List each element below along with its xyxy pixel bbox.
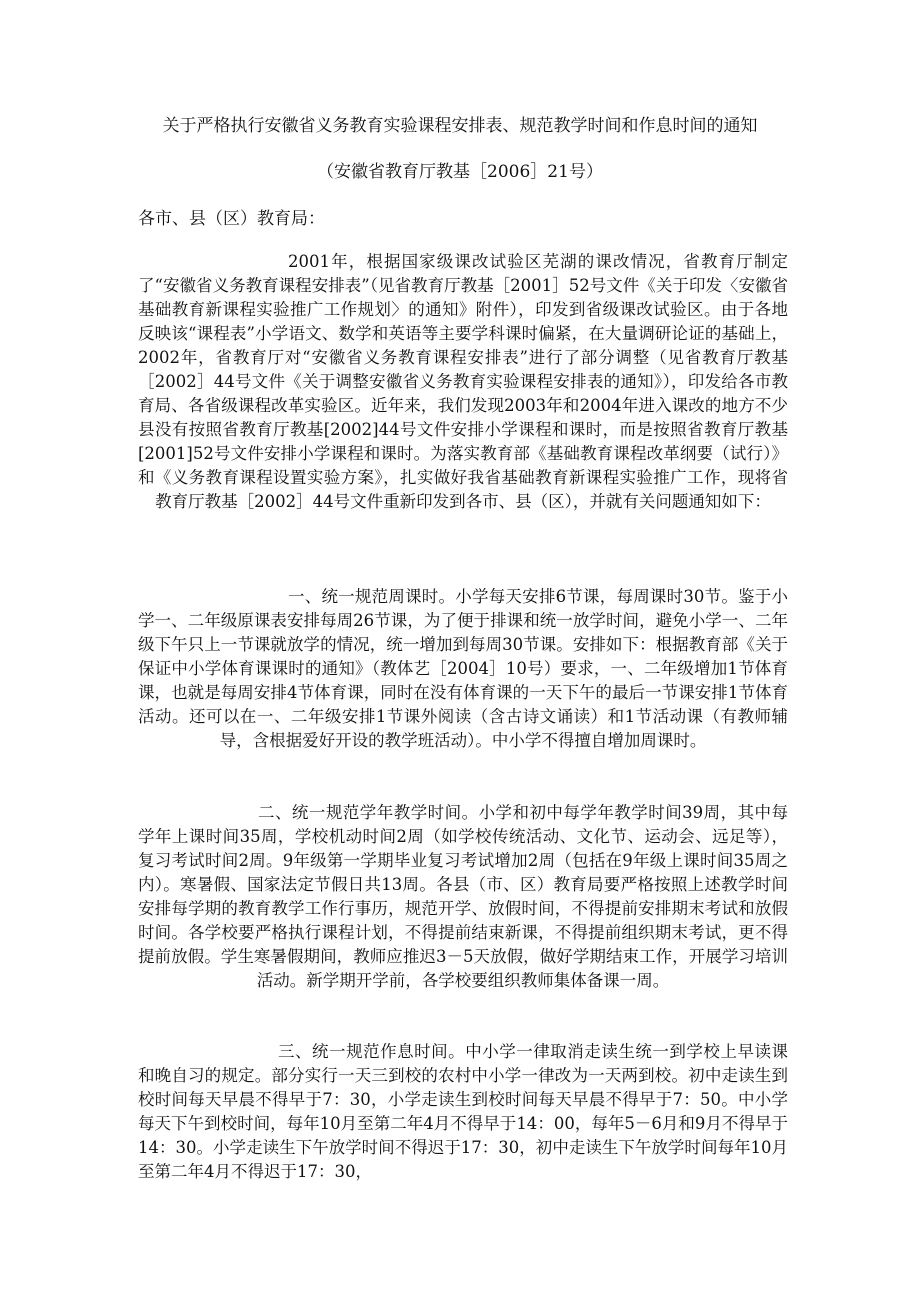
section-two-paragraph: 二、统一规范学年教学时间。小学和初中每学年教学时间39周，其中每学年上课时间35周，学校机动时间2周（如学校传统活动、文化节、运动会、远足等），复习考试时间2周。9年级第一学期毕业复习考试增加2周（包括在9年级上课时间35周之内）。寒暑假、国家法定节假日共13周。各县（市、区）教育局要严格按照上述教学时间安排每学期的教育教学工作行事历，规范开学、放假时间，不得提前安排期末考试和放假时间。各学校要严格执行课程计划，不得提前结束新课，不得提前组织期末考试，更不得提前放假。学生寒暑假期间，教师应推迟3－5天放假，做好学期结束工作，开展学习培训活动。新学期开学前，各学校要组织教师集体备课一周。 [138,803,788,990]
intro-paragraph: 2001年，根据国家级课改试验区芜湖的课改情况，省教育厅制定了“安徽省义务教育课程安排表”（见省教育厅教基［2001］52号文件《关于印发〈安徽省基础教育新课程实验推广工作规划〉的通知》附件），印发到省级课改试验区。由于各地反映该“课程表”小学语文、数学和英语等主要学科课时偏紧，在大量调研论证的基础上，2002年，省教育厅对“安徽省义务教育课程安排表”进行了部分调整（见省教育厅教基［2002］44号文件《关于调整安徽省义务教育实验课程安排表的通知》），印发给各市教育局、各省级课程改革实验区。近年来，我们发现2003年和2004年进入课改的地方不少县没有按照省教育厅教基[2002]44号文件安排小学课程和课时，而是按照省教育厅教基[2001]52号文件安排小学课程和课时。为落实教育部《基础教育课程改革纲要（试行）》和《义务教育课程设置实验方案》，扎实做好我省基础教育新课程实验推广工作，现将省教育厅教基［2002］44号文件重新印发到各市、县（区），并就有关问题通知如下： [138,252,788,511]
salutation: 各市、县（区）教育局： [138,209,325,229]
document-title: 关于严格执行安徽省义务教育实验课程安排表、规范教学时间和作息时间的通知 [162,116,758,136]
document-number: （安徽省教育厅教基［2006］21号） [317,162,603,182]
section-one-paragraph: 一、统一规范周课时。小学每天安排6节课，每周课时30节。鉴于小学一、二年级原课表安排每周26节课，为了便于排课和统一放学时间，避免小学一、二年级下午只上一节课就放学的情况，统一增加到每周30节课。安排如下：根据教育部《关于保证中小学体育课课时的通知》（教体艺［2004］10号）要求，一、二年级增加1节体育课，也就是每周安排4节体育课，同时在没有体育课的一天下午的最后一节课安排1节体育活动。还可以在一、二年级安排1节课外阅读（含古诗文诵读）和1节活动课（有教师辅导，含根据爱好开设的教学班活动）。中小学不得擅自增加周课时。 [138,587,788,750]
section-three-paragraph: 三、统一规范作息时间。中小学一律取消走读生统一到学校上早读课和晚自习的规定。部分实行一天三到校的农村中小学一律改为一天两到校。初中走读生到校时间每天早晨不得早于7：30，小学走读生到校时间每天早晨不得早于7：50。中小学每天下午到校时间，每年10月至第二年4月不得早于14：00，每年5－6月和9月不得早于14：30。小学走读生下午放学时间不得迟于17：30，初中走读生下午放学时间每年10月至第二年4月不得迟于17：30， [138,1042,788,1181]
